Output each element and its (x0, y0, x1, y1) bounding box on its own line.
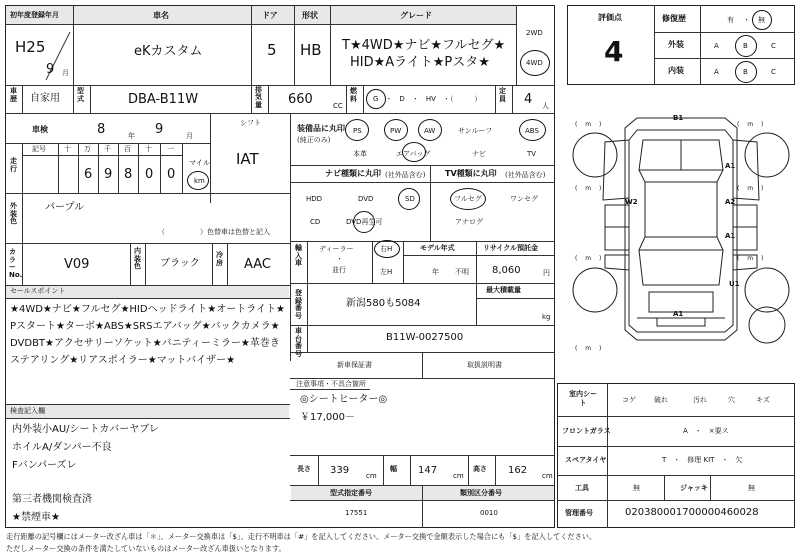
inspector-line: 第三者機関検査済 (12, 494, 92, 505)
damage-mark: B1 (673, 114, 684, 122)
equip-tv: TV (527, 150, 537, 158)
mileage-hdr-0: 記号 (32, 145, 46, 153)
mileage-hdr-5: 十 (145, 145, 152, 153)
new-car-warranty: 新車保証書 (337, 361, 372, 369)
import-right-h: 右H (380, 245, 393, 253)
damage-mark: A1 (673, 310, 684, 318)
grade-a: A (714, 42, 719, 50)
repair-yes: 有 (727, 16, 734, 24)
equip-pw-circle (384, 119, 408, 141)
navi-hdd: HDD (306, 195, 323, 203)
inspector-line: ★禁煙車★ (12, 512, 60, 523)
navi-dvd-play: DVD再生可 (346, 218, 383, 226)
notes-label: 注意事項・不具合箇所 (296, 380, 366, 388)
inspection-year-unit: 年 (128, 132, 135, 140)
navi-dvd-play-circle (353, 211, 375, 233)
score-value: 4 (604, 35, 624, 68)
seat-cond: コゲ (622, 396, 636, 404)
grade-line2: HID★Aライト★Pスタ★ (350, 55, 490, 70)
import-left-h: 左H (380, 268, 393, 276)
dim-label-right-rear: ( m ) (737, 255, 764, 262)
dim-label-left-mid: ( m ) (575, 185, 602, 192)
sales-point-line: ★4WD★ナビ★フルセグ★HIDヘッドライト★オートライト★ (10, 304, 285, 315)
navi-note: (社外品含む) (385, 171, 426, 179)
yen-unit: 円 (543, 269, 550, 277)
width-value: 147 (418, 465, 438, 476)
interior-grade-label: 内装 (668, 66, 684, 75)
mileage-digit: 8 (124, 167, 133, 182)
footer-note-line1: 走行距離の記号欄にはメーター改ざん車は「＊」、メーター交換車は「$」、走行不明車は「#」を記入してください。メーター交換で金額表示した場合にも「$」を記入してください。 (6, 532, 597, 541)
equipment-label: 装備品に丸印 (297, 124, 345, 133)
repair-none-circle (752, 10, 772, 30)
tv-oneseg: ワンセグ (510, 195, 538, 203)
km-circle (187, 171, 209, 190)
seat-cond: キズ (756, 396, 770, 404)
inspector-line: Fバンパーズレ (12, 460, 77, 471)
equip-ps: PS (353, 127, 362, 135)
equip-aw: AW (424, 127, 436, 135)
damage-mark: U1 (729, 280, 740, 288)
mileage-hdr-6: 一 (167, 145, 174, 153)
import-dot: ・ (336, 255, 343, 263)
dim-label-front-left: ( m ) (575, 121, 602, 128)
type-designation: 17551 (345, 509, 368, 517)
grade-a: A (714, 68, 719, 76)
management-label: 管理番号 (565, 509, 593, 517)
color-no: V09 (64, 257, 90, 272)
tv-fullseg: フルセグ (454, 195, 482, 203)
mileage-digit: 9 (104, 167, 113, 182)
height-label: 高さ (473, 465, 487, 473)
fuel-label: 燃料 (350, 87, 357, 103)
import-parallel: 並行 (332, 266, 346, 274)
grade-label: グレード (400, 11, 432, 20)
chassis-number: B11W-0027500 (386, 332, 464, 343)
first-reg-month: 9 (46, 62, 55, 77)
drive-4wd: 4WD (526, 59, 543, 67)
width-label: 幅 (390, 465, 397, 473)
sales-points-label: セールスポイント (10, 287, 66, 295)
notes-line: ◎シートヒーター◎ (300, 394, 388, 405)
equip-pw: PW (390, 127, 402, 135)
mile-label: マイル (189, 159, 210, 167)
length-unit: cm (366, 472, 377, 480)
ac-label: 冷房 (216, 251, 223, 267)
model-year-unit: 年 (432, 268, 439, 276)
model-year-label: モデル年式 (420, 244, 455, 252)
management-number: 020380001700000460028 (625, 507, 759, 518)
dim-label-right-mid: ( m ) (737, 185, 764, 192)
recycle-label: リサイクル預託金 (483, 244, 539, 252)
color-change-note: （ ）色替車は色替と記入 (158, 228, 270, 236)
chassis-label: 車台番号 (295, 327, 302, 359)
right-h-circle (374, 240, 400, 258)
category-number: 0010 (480, 509, 498, 517)
type-designation-label: 型式指定番号 (330, 489, 372, 497)
capacity-label: 定員 (499, 87, 506, 103)
navi-dvd: DVD (358, 195, 374, 203)
mileage-digit: 0 (167, 167, 176, 182)
interior-seat-label: 室内シート (569, 390, 597, 408)
first-reg-label: 初年度登録年月 (10, 11, 59, 19)
usage-label: 車歴 (10, 87, 17, 103)
sales-point-line: ステアリング★リアスポイラー★マットバイザー★ (10, 355, 236, 366)
repair-selected: 無 (758, 16, 765, 24)
equip-navi: ナビ (472, 150, 486, 158)
exterior-color-label: 外装色 (10, 202, 17, 226)
km-label: km (194, 177, 205, 185)
interior-grade-circle (735, 61, 757, 83)
mileage-hdr-1: 十 (64, 145, 71, 153)
tools-value: 無 (633, 484, 640, 492)
equip-abs: ABS (525, 127, 539, 135)
tv-note: (社外品含む) (505, 171, 546, 179)
mileage-hdr-4: 百 (124, 145, 131, 153)
car-damage-diagram (565, 100, 797, 375)
fuel-selected-circle (366, 89, 386, 109)
sales-point-line: DVDBT★アクセサリーソケット★バニティーミラー★革巻き (10, 338, 280, 349)
inspection-month-unit: 月 (186, 132, 193, 140)
spare-tire-value: T ・ 修理 KIT ・ 欠 (662, 456, 743, 464)
inspection-month: 9 (155, 122, 164, 137)
damage-mark: A2 (725, 198, 736, 206)
max-load-label: 最大積載量 (486, 286, 521, 294)
body-shape: HB (300, 41, 322, 59)
registration-number: 新潟580も5084 (346, 298, 421, 309)
grade-b: B (743, 68, 748, 76)
sales-point-line: Pスタート★ターボ★ABS★SRSエアバッグ★バックカメラ★ (10, 321, 280, 332)
fuel-options: G ・ D ・ HV ・（ ） (373, 95, 482, 103)
color-no-label: カラーNo. (9, 248, 23, 280)
door-count: 5 (267, 41, 277, 59)
jack-label: ジャッキ (680, 484, 708, 492)
inspector-line: ホイルA/ダンパー不良 (12, 442, 112, 453)
damage-mark: A1 (725, 232, 736, 240)
header-band (6, 6, 516, 24)
mileage-hdr-3: 千 (104, 145, 111, 153)
ac-value: AAC (244, 257, 271, 272)
equip-ps-circle (345, 119, 369, 141)
tv-analog: アナログ (455, 218, 483, 226)
tv-fullseg-circle (450, 188, 486, 210)
owners-manual: 取扱説明書 (467, 361, 502, 369)
drive-2wd: 2WD (526, 29, 543, 37)
height-value: 162 (508, 465, 528, 476)
recycle-value: 8,060 (492, 265, 521, 276)
door-label: ドア (262, 11, 278, 20)
shift-value: IAT (236, 150, 259, 168)
equip-airbag: エアバッグ (396, 150, 431, 158)
exterior-color: パープル (45, 202, 85, 213)
car-name: eKカスタム (134, 44, 203, 59)
grade-line1: T★4WD★ナビ★フルセグ★ (342, 38, 506, 53)
dim-label-left-rear: ( m ) (575, 255, 602, 262)
cc-unit: CC (333, 102, 343, 110)
equip-aw-circle (418, 119, 442, 141)
inspection-year: 8 (97, 122, 106, 137)
category-label: 類別区分番号 (460, 489, 502, 497)
registration-label: 登録番号 (295, 289, 302, 321)
usage-value: 自家用 (30, 93, 60, 104)
inspector-line: 内外装小AU/シートカバーヤブレ (12, 424, 159, 435)
capacity-value: 4 (524, 92, 533, 107)
drive-4wd-circle (520, 50, 550, 76)
windshield-label: フロントガラス (562, 427, 611, 435)
first-reg-month-unit: 月 (62, 69, 69, 77)
equip-abs-circle (519, 119, 546, 141)
footer-note-line2: ただしメーター交換の条件を満たしていないものはメーター改ざん車扱いとなります。 (6, 544, 286, 553)
equip-leather: 本革 (353, 150, 367, 158)
seat-cond: 穴 (728, 396, 735, 404)
navi-cd: CD (310, 218, 321, 226)
dim-label-rear-left: ( m ) (575, 345, 602, 352)
tools-label: 工具 (575, 484, 589, 492)
damage-mark: W2 (625, 198, 638, 206)
displacement-value: 660 (288, 92, 313, 107)
exterior-grade-circle (735, 35, 757, 57)
grade-c: C (771, 68, 776, 76)
score-label: 評価点 (598, 13, 622, 22)
repair-label: 修復歴 (662, 14, 686, 23)
shift-label: シフト (240, 119, 261, 127)
model-year-unknown: 不明 (455, 268, 469, 276)
mileage-hdr-2: 万 (84, 145, 91, 153)
import-dealer: ディーラー (319, 245, 354, 253)
navi-sd-circle (398, 188, 420, 210)
mileage-label: 走行 (10, 157, 17, 173)
mileage-digit: 6 (84, 167, 93, 182)
exterior-grade-label: 外装 (668, 40, 684, 49)
shape-label: 形状 (302, 11, 318, 20)
width-unit: cm (453, 472, 464, 480)
grade-c: C (771, 42, 776, 50)
car-name-label: 車名 (153, 11, 169, 20)
seat-cond: 破れ (654, 396, 668, 404)
length-label: 長さ (297, 465, 311, 473)
model-value: DBA-B11W (128, 92, 199, 107)
equipment-sublabel: (純正のみ) (297, 136, 331, 144)
first-reg-year: H25 (15, 38, 46, 56)
spare-tire-label: スペアタイヤ (565, 456, 607, 464)
damage-mark: A1 (725, 162, 736, 170)
grade-b: B (743, 42, 748, 50)
notes-line: ￥17,000－ (300, 412, 355, 423)
person-unit: 人 (542, 102, 549, 110)
interior-color-label: 内装色 (134, 247, 141, 271)
equip-airbag-circle (402, 142, 426, 162)
import-label: 輸入車 (295, 244, 302, 268)
kg-unit: kg (542, 313, 551, 321)
navi-sd: SD (405, 195, 415, 203)
inspector-label: 検査記入欄 (10, 407, 45, 415)
seat-cond: 汚れ (693, 396, 707, 404)
navi-label: ナビ種類に丸印 (325, 169, 381, 178)
mileage-digit: 0 (145, 167, 154, 182)
jack-value: 無 (748, 484, 755, 492)
repair-dot: ・ (743, 16, 750, 24)
equip-sunroof: サンルーフ (458, 127, 493, 135)
inspection-label: 車検 (32, 125, 48, 134)
windshield-value: A ・ ×要ス (683, 427, 729, 435)
interior-color: ブラック (160, 258, 200, 269)
model-label: 型式 (77, 87, 84, 103)
length-value: 339 (330, 465, 350, 476)
displacement-label: 排気量 (255, 86, 262, 109)
dim-label-front-right: ( m ) (737, 121, 764, 128)
tv-label: TV種類に丸印 (445, 169, 497, 178)
height-unit: cm (542, 472, 553, 480)
